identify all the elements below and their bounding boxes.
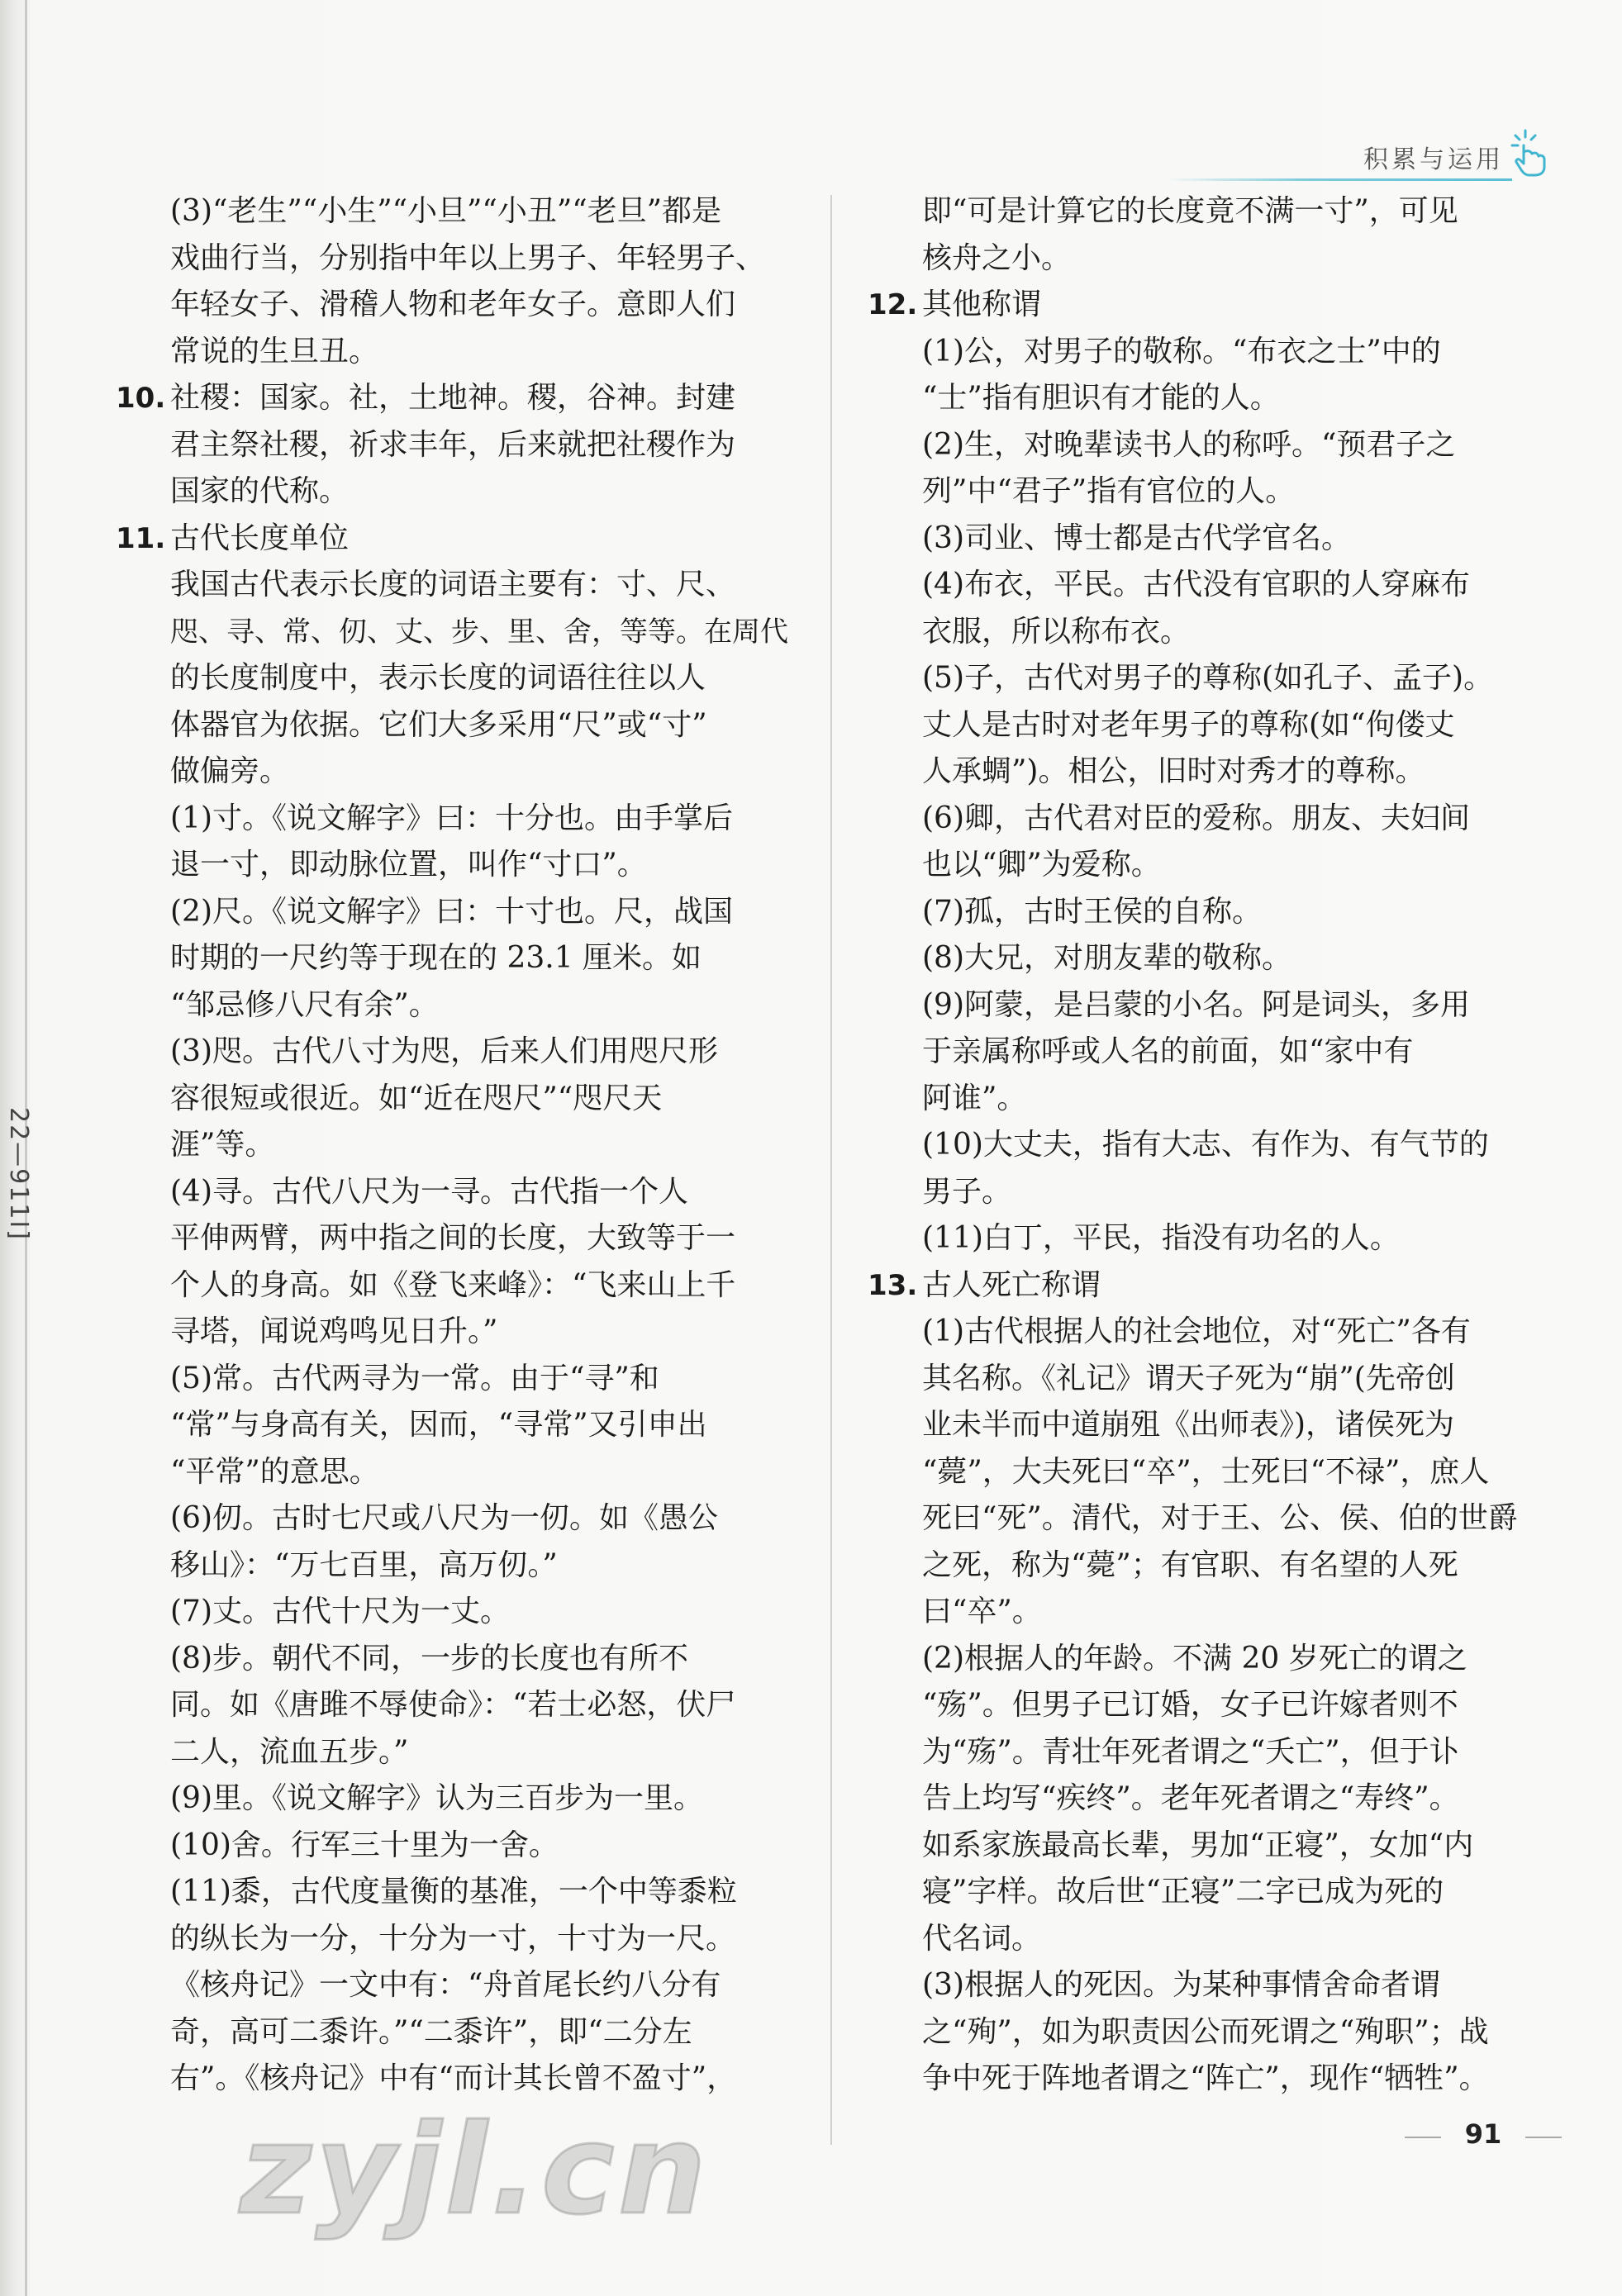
line-text: (6)仞。古时七尺或八尺为一仞。如《愚公	[170, 1501, 718, 1535]
line-text: 也以“卿”为爱称。	[922, 848, 1161, 882]
text-line	[116, 516, 793, 563]
line-text: (4)布衣，平民。古代没有官职的人穿麻布	[922, 568, 1470, 601]
column-divider	[830, 195, 832, 2145]
text-line	[116, 1495, 793, 1543]
text-line	[868, 1962, 1529, 2009]
text-line	[116, 1636, 793, 1683]
text-line	[868, 1215, 1529, 1262]
line-text: (10)舍。行军三十里为一舍。	[170, 1828, 559, 1862]
line-text: (8)步。朝代不同，一步的长度也有所不	[170, 1641, 688, 1676]
text-line	[116, 1775, 793, 1823]
line-text: (5)子，古代对男子的尊称(如孔子、孟子)。	[922, 661, 1494, 695]
text-line	[116, 1729, 793, 1776]
text-line	[868, 1495, 1529, 1543]
item-number: 12.	[868, 288, 918, 321]
line-text: 戏曲行当，分别指中年以上男子、年轻男子、	[170, 240, 766, 275]
line-text: (8)大兄，对朋友辈的敬称。	[922, 941, 1291, 975]
line-text: “平常”的意思。	[170, 1454, 379, 1489]
side-code: 22—911I]	[4, 1107, 33, 1241]
line-text: 的长度制度中，表示长度的词语往往以人	[170, 661, 706, 695]
line-text: (1)寸。《说文解字》曰：十分也。由手掌后	[170, 801, 733, 835]
text-line	[116, 796, 793, 843]
text-line	[116, 655, 793, 702]
text-line	[116, 468, 793, 516]
text-line	[116, 1682, 793, 1729]
text-line	[868, 2056, 1529, 2103]
text-line	[116, 1076, 793, 1123]
section-title: 积累与运用	[1363, 145, 1504, 174]
page-header	[1124, 124, 1553, 182]
item-number: 11.	[116, 521, 166, 555]
text-line	[116, 982, 793, 1029]
text-line	[116, 282, 793, 329]
line-text: (3)根据人的死因。为某种事情舍命者谓	[922, 1968, 1440, 2002]
text-line	[116, 935, 793, 982]
text-line	[868, 235, 1529, 283]
line-text: (2)生，对晚辈读书人的称呼。“预君子之	[922, 427, 1456, 462]
text-line	[116, 1309, 793, 1356]
line-text: “士”指有胆识有才能的人。	[922, 381, 1280, 415]
text-line	[116, 375, 793, 422]
item-number: 13.	[868, 1268, 918, 1302]
footer-dash-right	[1525, 2137, 1562, 2138]
line-text: 代名词。	[922, 1921, 1042, 1956]
line-text: 即“可是计算它的长度竟不满一寸”，可见	[922, 194, 1458, 228]
line-text: 移山》：“万七百里，高万仞。”	[170, 1547, 558, 1582]
line-text: 二人，流血五步。”	[170, 1734, 409, 1769]
line-text: 同。如《唐雎不辱使命》：“若士必怒，伏尸	[170, 1688, 736, 1722]
line-text: 君主祭社稷，祈求丰年，后来就把社稷作为	[170, 427, 736, 462]
line-text: (10)大丈夫，指有大志、有作为、有气节的	[922, 1128, 1489, 1162]
line-text: 我国古代表示长度的词语主要有：寸、尺、	[170, 568, 736, 601]
text-line	[868, 1682, 1529, 1729]
line-text: 常说的生旦丑。	[170, 334, 379, 368]
line-text: 涯”等。	[170, 1128, 275, 1162]
line-text: 容很短或很近。如“近在咫尺”“咫尺天	[170, 1081, 663, 1115]
text-line	[868, 375, 1529, 422]
text-line	[868, 1449, 1529, 1496]
line-text: 右”。《核舟记》中有“而计其长曾不盈寸”，	[170, 2061, 737, 2095]
line-text: 列”中“君子”指有官位的人。	[922, 474, 1296, 508]
text-line	[868, 1636, 1529, 1683]
text-line	[116, 1962, 793, 2009]
line-text: 人承蜩”)。相公，旧时对秀才的尊称。	[922, 754, 1425, 788]
line-text: 个人的身高。如《登飞来峰》：“飞来山上千	[170, 1267, 736, 1302]
line-text: (9)阿蒙，是吕蒙的小名。阿是词头，多用	[922, 987, 1470, 1022]
line-text: 古代长度单位	[170, 521, 350, 555]
text-line	[868, 1402, 1529, 1449]
text-line	[116, 1449, 793, 1496]
line-text: 国家的代称。	[170, 474, 350, 508]
text-line	[868, 796, 1529, 843]
text-line	[868, 282, 1529, 329]
line-text: 的纵长为一分，十分为一寸，十寸为一尺。	[170, 1921, 736, 1956]
line-text: 衣服，所以称布衣。	[922, 614, 1191, 649]
line-text: 阿谁”。	[922, 1081, 1027, 1115]
footer-dash-left	[1405, 2137, 1441, 2138]
text-line	[116, 2056, 793, 2103]
line-text: (11)黍，古代度量衡的基准，一个中等黍粒	[170, 1875, 737, 1909]
text-line	[868, 935, 1529, 982]
line-text: 曰“卒”。	[922, 1595, 1042, 1628]
line-text: 做偏旁。	[170, 754, 290, 788]
text-line	[116, 235, 793, 283]
text-line	[868, 562, 1529, 609]
line-text: 其名称。《礼记》谓天子死为“崩”(先帝创	[922, 1361, 1455, 1395]
line-text: 告上均写“疾终”。老年死者谓之“寿终”。	[922, 1781, 1459, 1815]
line-text: (7)丈。古代十尺为一丈。	[170, 1595, 510, 1628]
text-line	[116, 749, 793, 796]
line-text: (9)里。《说文解字》认为三百步为一里。	[170, 1781, 703, 1815]
line-text: (11)白丁，平民，指没有功名的人。	[922, 1221, 1400, 1255]
text-line	[116, 562, 793, 609]
line-text: (3)司业、博士都是古代学官名。	[922, 521, 1351, 555]
line-text: “殇”。但男子已订婚，女子已许嫁者则不	[922, 1688, 1458, 1722]
line-text: 为“殇”。青壮年死者谓之“夭亡”，但于讣	[922, 1734, 1459, 1769]
text-line	[868, 516, 1529, 563]
line-text: (1)公，对男子的敬称。“布衣之士”中的	[922, 334, 1441, 368]
text-line	[868, 1169, 1529, 1216]
text-line	[868, 1029, 1529, 1076]
text-line	[868, 1262, 1529, 1310]
text-line	[868, 1543, 1529, 1590]
text-line	[116, 1589, 793, 1636]
text-line	[116, 1262, 793, 1310]
text-line	[116, 1215, 793, 1262]
header-rule	[1165, 178, 1512, 181]
line-text: 丈人是古时对老年男子的尊称(如“佝偻丈	[922, 707, 1455, 742]
line-text: 死曰“死”。清代，对于王、公、侯、伯的世爵	[922, 1501, 1518, 1535]
line-text: 社稷：国家。社，土地神。稷，谷神。封建	[170, 381, 736, 415]
text-line	[116, 1029, 793, 1076]
text-line	[116, 1402, 793, 1449]
text-line	[868, 1122, 1529, 1169]
line-text: “邹忌修八尺有余”。	[170, 987, 439, 1022]
line-text: 业未半而中道崩殂《出师表》)，诸侯死为	[922, 1408, 1455, 1442]
text-line	[868, 329, 1529, 376]
text-line	[868, 1589, 1529, 1636]
line-text: “薨”，大夫死曰“卒”，士死曰“不禄”，庶人	[922, 1454, 1490, 1489]
text-line	[116, 1823, 793, 1870]
line-text: 年轻女子、滑稽人物和老年女子。意即人们	[170, 288, 736, 321]
line-text: 退一寸，即动脉位置，叫作“寸口”。	[170, 848, 647, 882]
text-line	[116, 1543, 793, 1590]
text-line	[116, 1869, 793, 1916]
page-footer	[1405, 2115, 1562, 2156]
line-text: 奇，高可二黍许。”“二黍许”，即“二分左	[170, 2014, 692, 2049]
line-text: 平伸两臂，两中指之间的长度，大致等于一	[170, 1221, 736, 1255]
text-line	[868, 188, 1529, 235]
text-line	[116, 702, 793, 749]
text-line	[868, 1775, 1529, 1823]
line-text: 争中死于阵地者谓之“阵亡”，现作“牺牲”。	[922, 2061, 1489, 2095]
text-line	[868, 1916, 1529, 1963]
line-text: 体器官为依据。它们大多采用“尺”或“寸”	[170, 707, 707, 742]
line-text: 其他称谓	[922, 288, 1042, 321]
text-line	[868, 609, 1529, 656]
text-line	[868, 1823, 1529, 1870]
right-column	[868, 188, 1529, 2103]
line-text: (5)常。古代两寻为一常。由于“寻”和	[170, 1361, 659, 1395]
text-line	[116, 1169, 793, 1216]
text-line	[868, 468, 1529, 516]
line-text: (6)卿，古代君对臣的爱称。朋友、夫妇间	[922, 801, 1470, 835]
text-line	[116, 609, 793, 656]
text-line	[868, 982, 1529, 1029]
line-text: 咫、寻、常、仞、丈、步、里、舍，等等。在周代	[170, 615, 788, 649]
line-text: 如系家族最高长辈，男加“正寝”，女加“内	[922, 1828, 1474, 1862]
text-line	[868, 1076, 1529, 1123]
line-text: “常”与身高有关，因而，“寻常”又引申出	[170, 1408, 707, 1442]
text-line	[868, 1309, 1529, 1356]
hand-pointer-icon	[1507, 127, 1553, 177]
text-line	[868, 655, 1529, 702]
left-column	[116, 188, 793, 2103]
item-number: 10.	[116, 382, 166, 415]
line-text: 《核舟记》一文中有：“舟首尾长约八分有	[170, 1968, 721, 2002]
text-line	[868, 1729, 1529, 1776]
watermark: zyjl.cn	[240, 2099, 710, 2242]
line-text: 时期的一尺约等于现在的 23.1 厘米。如	[170, 941, 702, 975]
text-line	[868, 749, 1529, 796]
text-line	[116, 1356, 793, 1403]
text-line	[116, 2009, 793, 2056]
text-line	[868, 1356, 1529, 1403]
text-line	[868, 1869, 1529, 1916]
line-text: (3)“老生”“小生”“小旦”“小丑”“老旦”都是	[170, 194, 722, 228]
text-line	[868, 702, 1529, 749]
line-text: (7)孤，古时王侯的自称。	[922, 894, 1262, 929]
text-line	[868, 422, 1529, 469]
line-text: (3)咫。古代八寸为咫，后来人们用咫尺形	[170, 1034, 718, 1068]
line-text: (2)根据人的年龄。不满 20 岁死亡的谓之	[922, 1641, 1467, 1676]
text-line	[116, 188, 793, 235]
line-text: 寻塔，闻说鸡鸣见日升。”	[170, 1314, 498, 1348]
text-line	[116, 422, 793, 469]
text-line	[116, 842, 793, 889]
text-line	[116, 329, 793, 376]
line-text: 于亲属称呼或人名的前面，如“家中有	[922, 1034, 1414, 1068]
line-text: 古人死亡称谓	[922, 1267, 1101, 1302]
line-text: (4)寻。古代八尺为一寻。古代指一个人	[170, 1174, 688, 1209]
page-number: 91	[1464, 2118, 1502, 2150]
line-text: (2)尺。《说文解字》曰：十寸也。尺，战国	[170, 894, 733, 929]
line-text: 之死，称为“薨”；有官职、有名望的人死	[922, 1547, 1458, 1582]
line-text: 寝”字样。故后世“正寝”二字已成为死的	[922, 1875, 1444, 1909]
text-line	[868, 889, 1529, 936]
text-line	[868, 2009, 1529, 2056]
text-line	[868, 842, 1529, 889]
line-text: 核舟之小。	[922, 240, 1072, 275]
text-line	[116, 889, 793, 936]
text-line	[116, 1916, 793, 1963]
line-text: 之“殉”，如为职责因公而死谓之“殉职”；战	[922, 2014, 1489, 2049]
line-text: 男子。	[922, 1174, 1012, 1209]
text-line	[116, 1122, 793, 1169]
line-text: (1)古代根据人的社会地位，对“死亡”各有	[922, 1314, 1471, 1348]
